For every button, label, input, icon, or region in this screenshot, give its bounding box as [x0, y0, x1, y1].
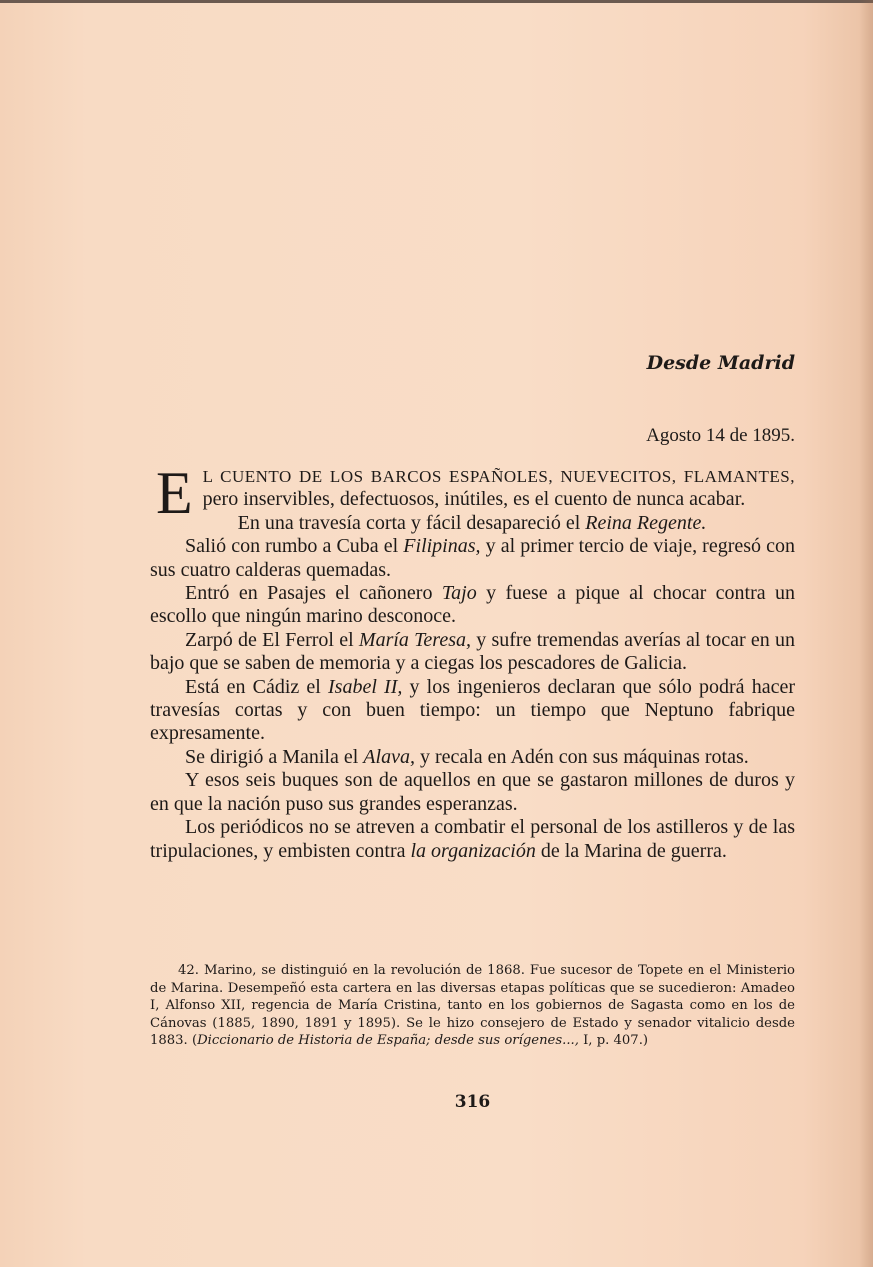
- text-run: y fuese a pique al chocar contra un escollo que ningún marino desconoce.: [150, 582, 796, 628]
- page-number: [0, 1092, 873, 1112]
- text-run: y al primer tercio de viaje, regresó con sus cuatro calderas quemadas.: [150, 535, 796, 581]
- text-run: Salió con rumbo a Cuba el: [185, 535, 404, 558]
- paragraph-9: [150, 816, 795, 863]
- text-run: 42. Marino, se distinguió en la revolución de 1868. Fue sucesor de Topete en el Ministerio de Marina. Desempeñó esta cartera en las diversas etapas políticas que se sucedieron: Amadeo I, Alfonso XII, regencia de María Cristina, tanto en los gobiernos de Sagasta como en los de Cánovas (1885, 1890, 1891 y 1895). Se le hizo consejero de Estado y senador vitalicio desde 1883. (: [150, 963, 795, 1049]
- text-run: I, p. 407.): [578, 1033, 649, 1049]
- text-run: En una travesía corta y fácil desapareció el: [237, 511, 586, 534]
- ship-name: Tajo: [441, 582, 477, 605]
- letter-date: Agosto 14 de 1895.: [646, 425, 795, 446]
- emphasis: la organización: [410, 839, 536, 862]
- paragraph-4: [150, 582, 795, 629]
- paragraph-2: [150, 512, 795, 535]
- text-run: Zarpó de El Ferrol el: [185, 628, 359, 651]
- main-text: [150, 460, 796, 863]
- ship-name: Reina Regente.: [585, 511, 707, 534]
- top-border: [0, 0, 873, 3]
- paragraph-3: [150, 535, 795, 582]
- text-run: y recala en Adén con sus máquinas rotas.: [414, 745, 749, 768]
- paragraph-5: [150, 629, 795, 676]
- paragraph-8: Y esos seis buques son de aquellos en que se gastaron millones de duros y en que la nación puso sus grandes esperanzas.: [150, 769, 795, 815]
- footnote: [150, 962, 795, 1050]
- text-run: Se dirigió a Manila el: [185, 745, 364, 768]
- paragraph-7: [150, 746, 795, 769]
- paragraph-1-rest: pero inservibles, defectuosos, inútiles, es el cuento de nunca acabar.: [202, 488, 746, 511]
- page-edge-shadow: [859, 0, 873, 1267]
- ship-name: Alava,: [363, 745, 415, 768]
- text-run: y los ingenieros declaran que sólo podrá hacer travesías cortas y con buen tiempo: un tiempo que Neptuno fabrique expresamente.: [150, 675, 796, 745]
- text-run: de la Marina de guerra.: [535, 839, 727, 862]
- ship-name: María Teresa,: [358, 628, 472, 651]
- footnote-42: [150, 962, 795, 1050]
- text-run: Está en Cádiz el: [185, 675, 329, 698]
- ship-name: Filipinas,: [403, 535, 481, 558]
- page-number-text: 316: [454, 1092, 491, 1112]
- citation-title: Diccionario de Historia de España; desde sus orígenes...,: [197, 1033, 579, 1049]
- text-run: Los periódicos no se atreven a combatir el personal de los astilleros y de las tripulaciones, y embisten contra: [150, 816, 795, 862]
- section-title: Desde Madrid: [646, 352, 795, 374]
- ship-name: Isabel II,: [328, 675, 403, 698]
- paragraph-6: [150, 676, 795, 746]
- drop-cap: E: [156, 460, 193, 526]
- opening-small-caps: L CUENTO DE LOS BARCOS ESPAÑOLES, NUEVECITOS, FLAMANTES,: [202, 467, 795, 486]
- text-run: y sufre tremendas averías al tocar en un bajo que se saben de memoria y a ciegas los pescadores de Galicia.: [150, 628, 795, 675]
- text-run: Entró en Pasajes el cañonero: [185, 582, 442, 605]
